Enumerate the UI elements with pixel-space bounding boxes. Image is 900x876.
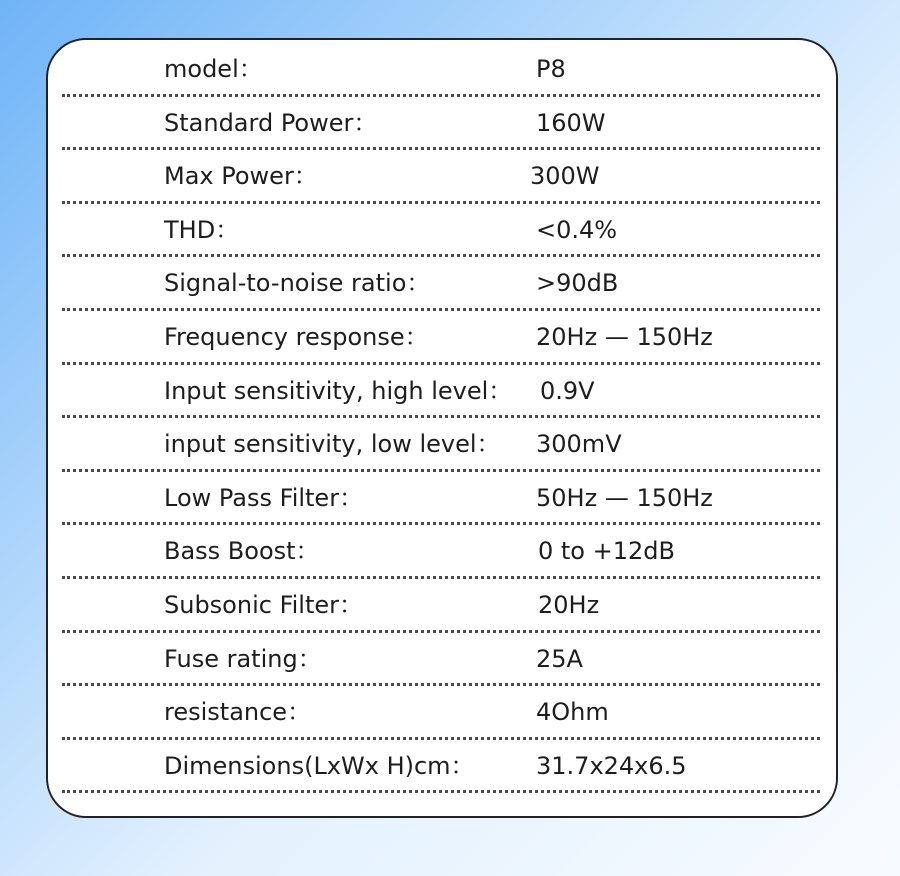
spec-label: Frequency response： bbox=[164, 323, 429, 351]
spec-row-thd bbox=[62, 201, 820, 258]
spec-row-frequency-response bbox=[62, 308, 820, 365]
spec-label: THD： bbox=[164, 215, 240, 244]
spec-value: 4Ohm bbox=[536, 698, 609, 727]
spec-label: Signal-to-noise ratio： bbox=[164, 269, 431, 298]
spec-value: 20Hz bbox=[538, 591, 600, 619]
spec-label: Low Pass Filter： bbox=[164, 483, 364, 512]
spec-row-fuse-rating bbox=[62, 630, 820, 687]
spec-value: >90dB bbox=[536, 269, 619, 298]
spec-label: model： bbox=[164, 55, 263, 83]
spec-label: Standard Power： bbox=[164, 108, 378, 137]
spec-label: Input sensitivity, high level： bbox=[164, 376, 513, 405]
spec-value: 25A bbox=[536, 644, 583, 673]
spec-value: 20Hz — 150Hz bbox=[536, 323, 713, 351]
spec-label: resistance： bbox=[164, 698, 312, 727]
spec-value: 50Hz — 150Hz bbox=[536, 483, 713, 512]
spec-label: Subsonic Filter： bbox=[164, 591, 364, 619]
spec-value: 31.7x24x6.5 bbox=[536, 751, 687, 780]
spec-row-resistance bbox=[62, 683, 820, 740]
spec-row-bass-boost bbox=[62, 522, 820, 579]
spec-row-snr bbox=[62, 254, 820, 311]
spec-label: input sensitivity, low level： bbox=[164, 430, 501, 459]
spec-row-standard-power bbox=[62, 94, 820, 151]
spec-value: 300mV bbox=[536, 430, 622, 459]
spec-label: Dimensions(LxWx H)cm： bbox=[164, 751, 475, 780]
spec-label: Fuse rating： bbox=[164, 644, 322, 673]
spec-row-input-sensitivity-high bbox=[62, 362, 820, 419]
spec-value: <0.4% bbox=[536, 215, 618, 244]
spec-card bbox=[46, 38, 838, 818]
spec-row-model bbox=[62, 40, 820, 97]
spec-label: Bass Boost： bbox=[164, 537, 320, 566]
spec-value: 0 to +12dB bbox=[538, 537, 675, 566]
spec-value: 0.9V bbox=[540, 376, 595, 405]
spec-row-input-sensitivity-low bbox=[62, 415, 820, 472]
spec-value: 160W bbox=[536, 108, 606, 137]
spec-row-low-pass-filter bbox=[62, 469, 820, 526]
spec-row-dimensions bbox=[62, 737, 820, 794]
spec-value: P8 bbox=[536, 55, 566, 83]
spec-label: Max Power： bbox=[164, 162, 318, 191]
spec-value: 300W bbox=[530, 162, 600, 191]
spec-row-subsonic-filter bbox=[62, 576, 820, 633]
spec-row-max-power bbox=[62, 147, 820, 204]
